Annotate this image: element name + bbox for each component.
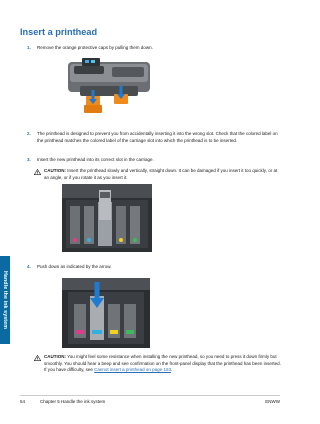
step-1-number: 1. bbox=[27, 45, 31, 50]
step-2-number: 2. bbox=[27, 131, 31, 136]
cannot-insert-printhead-link[interactable]: Cannot insert a printhead on page 163 bbox=[94, 367, 171, 373]
caution-2-text: You might feel some resistance when installing the new printhead, so you need to press it down firmly but smoothly. You should hear a beep and see confirmation on the front-panel display that the printhead has been inserted. If you have difficulty, see bbox=[44, 354, 281, 373]
caution-2-label: CAUTION: bbox=[44, 354, 66, 359]
footer-chapter: Chapter 5 Handle the ink system bbox=[40, 399, 106, 404]
step-4 bbox=[27, 264, 277, 271]
step-3-number: 3. bbox=[27, 157, 31, 162]
carriage-illustration bbox=[62, 184, 152, 252]
warning-icon bbox=[34, 169, 41, 175]
printhead-caps-illustration bbox=[62, 56, 154, 118]
step-2 bbox=[27, 131, 282, 144]
step-4-text: Push down as indicated by the arrow. bbox=[37, 264, 112, 269]
warning-icon bbox=[34, 355, 41, 361]
step-2-text: The printhead is designed to prevent you from accidentally inserting it into the wrong slot. Check that the colored label on the printhead matches the colored label of the carriage slot into which the printhead is to be inserted. bbox=[37, 131, 278, 143]
step-3-text: Insert the new printhead into its correct slot in the carriage. bbox=[37, 157, 154, 162]
chapter-side-tab-label: Handle the ink system bbox=[2, 270, 8, 330]
page-title: Insert a printhead bbox=[20, 27, 98, 37]
step-3 bbox=[27, 157, 277, 164]
push-down-photo bbox=[62, 278, 150, 348]
step-1-text: Remove the orange protective caps by pulling them down. bbox=[37, 45, 153, 50]
push-down-illustration bbox=[62, 278, 150, 348]
footer-page-number: 54 bbox=[20, 399, 26, 404]
footer-brand: ENWW bbox=[265, 399, 280, 404]
caution-2 bbox=[44, 354, 282, 374]
printhead-caps-photo bbox=[62, 56, 154, 118]
caution-2-end: . bbox=[170, 367, 173, 373]
step-4-number: 4. bbox=[27, 264, 31, 269]
step-1 bbox=[27, 45, 277, 52]
caution-1 bbox=[44, 168, 282, 181]
footer-divider bbox=[20, 395, 280, 396]
insert-printhead-photo bbox=[62, 184, 152, 252]
caution-1-label: CAUTION: bbox=[44, 168, 66, 173]
caution-1-text: Insert the printhead slowly and vertically, straight down. It can be damaged if you insert it too quickly, or at an angle, or if you rotate it as you insert it. bbox=[44, 168, 278, 180]
